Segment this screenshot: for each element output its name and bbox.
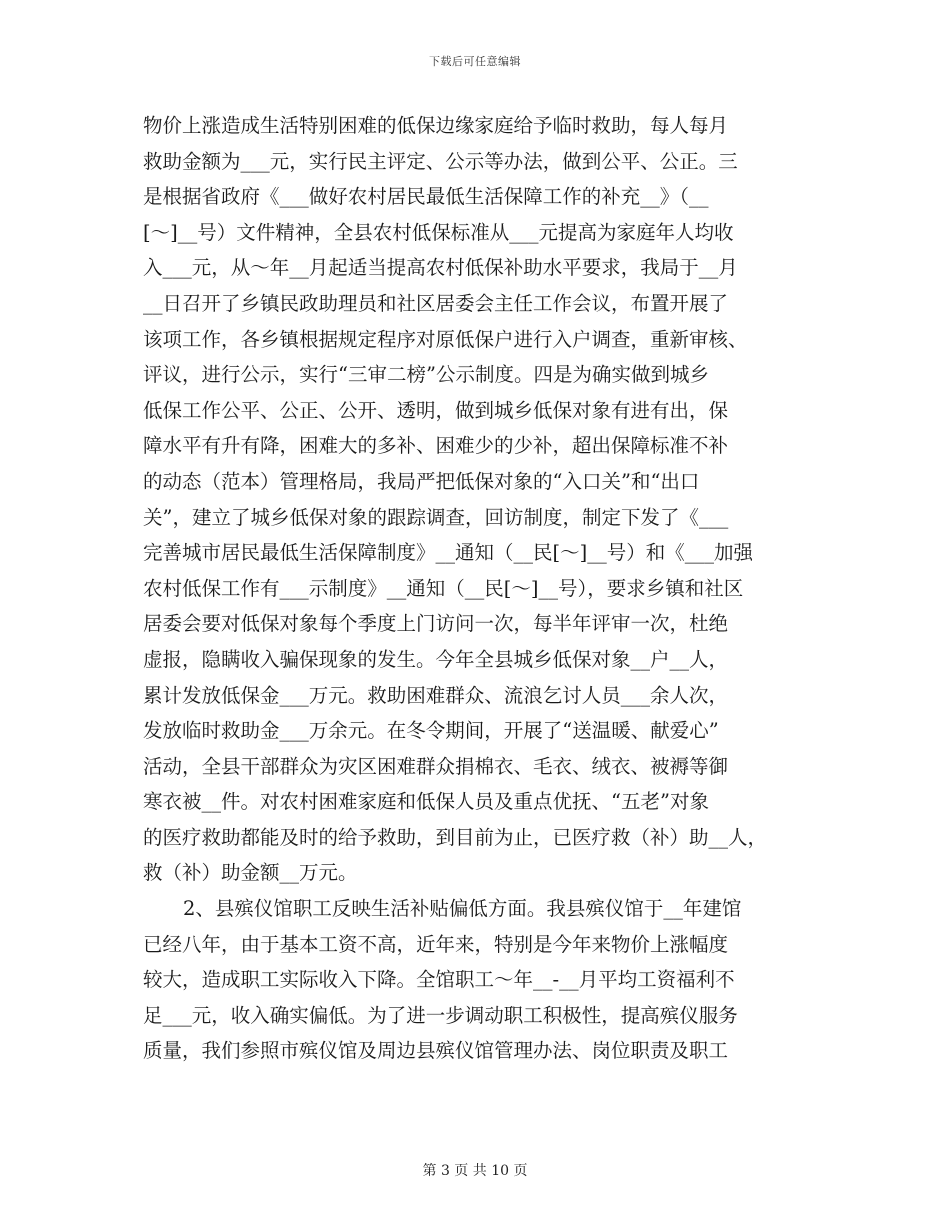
paragraph-2 bbox=[143, 891, 800, 1069]
text-line: 该项工作，各乡镇根据规定程序对原低保户进行入户调查，重新审核、 bbox=[143, 327, 748, 351]
text-line: 评议，进行公示，实行“三审二榜”公示制度。四是为确实做到城乡 bbox=[143, 363, 709, 387]
text-line: [～]__号）文件精神，全县农村低保标准从___元提高为家庭年人均收 bbox=[143, 220, 734, 244]
text-line: 足___元，收入确实偏低。为了进一步调动职工积极性，提高殡仪服务 bbox=[143, 1003, 738, 1027]
text-line-first: 2、县殡仪馆职工反映生活补贴偏低方面。我县殡仪馆于__年建馆 bbox=[183, 897, 742, 921]
text-line: 居委会要对低保对象每个季度上门访问一次，每半年评审一次，杜绝 bbox=[143, 612, 729, 636]
text-line: 较大，造成职工实际收入下降。全馆职工～年__-__月平均工资福利不 bbox=[143, 968, 735, 992]
text-line: 虚报，隐瞒收入骗保现象的发生。今年全县城乡低保对象__户__人， bbox=[143, 647, 729, 671]
text-line: 的动态（范本）管理格局，我局严把低保对象的“入口关”和“出口 bbox=[143, 469, 700, 493]
text-line: 活动，全县干部群众为灾区困难群众捐棉衣、毛衣、绒衣、被褥等御 bbox=[143, 754, 729, 778]
text-line: 质量，我们参照市殡仪馆及周边县殡仪馆管理办法、岗位职责及职工 bbox=[143, 1039, 729, 1063]
text-line: 救（补）助金额__万元。 bbox=[143, 861, 358, 885]
text-line: 入___元，从～年__月起适当提高农村低保补助水平要求，我局于__月 bbox=[143, 256, 738, 280]
text-line: 寒衣被__件。对农村困难家庭和低保人员及重点优抚、“五老”对象 bbox=[143, 790, 709, 814]
page-number: 第 3 页 共 10 页 bbox=[422, 1163, 528, 1179]
text-line: 累计发放低保金___万元。救助困难群众、流浪乞讨人员___余人次， bbox=[143, 683, 729, 707]
paragraph-1 bbox=[143, 108, 800, 891]
text-line: __日召开了乡镇民政助理员和社区居委会主任工作会议，布置开展了 bbox=[143, 291, 729, 315]
text-line: 关”，建立了城乡低保对象的跟踪调查，回访制度，制定下发了《___ bbox=[143, 505, 729, 529]
text-line: 是根据省政府《___做好农村居民最低生活保障工作的补充__》（__ bbox=[143, 185, 709, 209]
text-line: 救助金额为___元，实行民主评定、公示等办法，做到公平、公正。三 bbox=[143, 149, 738, 173]
text-line: 发放临时救助金___万余元。在冬令期间，开展了“送温暖、献爱心” bbox=[143, 719, 719, 743]
text-line: 障水平有升有降，困难大的多补、困难少的少补，超出保障标准不补 bbox=[143, 434, 729, 458]
text-line: 已经八年，由于基本工资不高，近年来，特别是今年来物价上涨幅度 bbox=[143, 932, 729, 956]
header-note: 下载后可任意编辑 bbox=[429, 55, 521, 68]
text-line: 完善城市居民最低生活保障制度》__通知（__民[～]__号）和《___加强 bbox=[143, 541, 753, 565]
document-body bbox=[143, 108, 800, 1069]
text-line: 物价上涨造成生活特别困难的低保边缘家庭给予临时救助，每人每月 bbox=[143, 114, 729, 137]
text-line: 农村低保工作有___示制度》__通知（__民[～]__号），要求乡镇和社区 bbox=[143, 576, 744, 600]
text-line: 低保工作公平、公正、公开、透明，做到城乡低保对象有进有出，保 bbox=[143, 398, 729, 422]
text-line: 的医疗救助都能及时的给予救助，到目前为止，已医疗救（补）助__人， bbox=[143, 825, 768, 849]
